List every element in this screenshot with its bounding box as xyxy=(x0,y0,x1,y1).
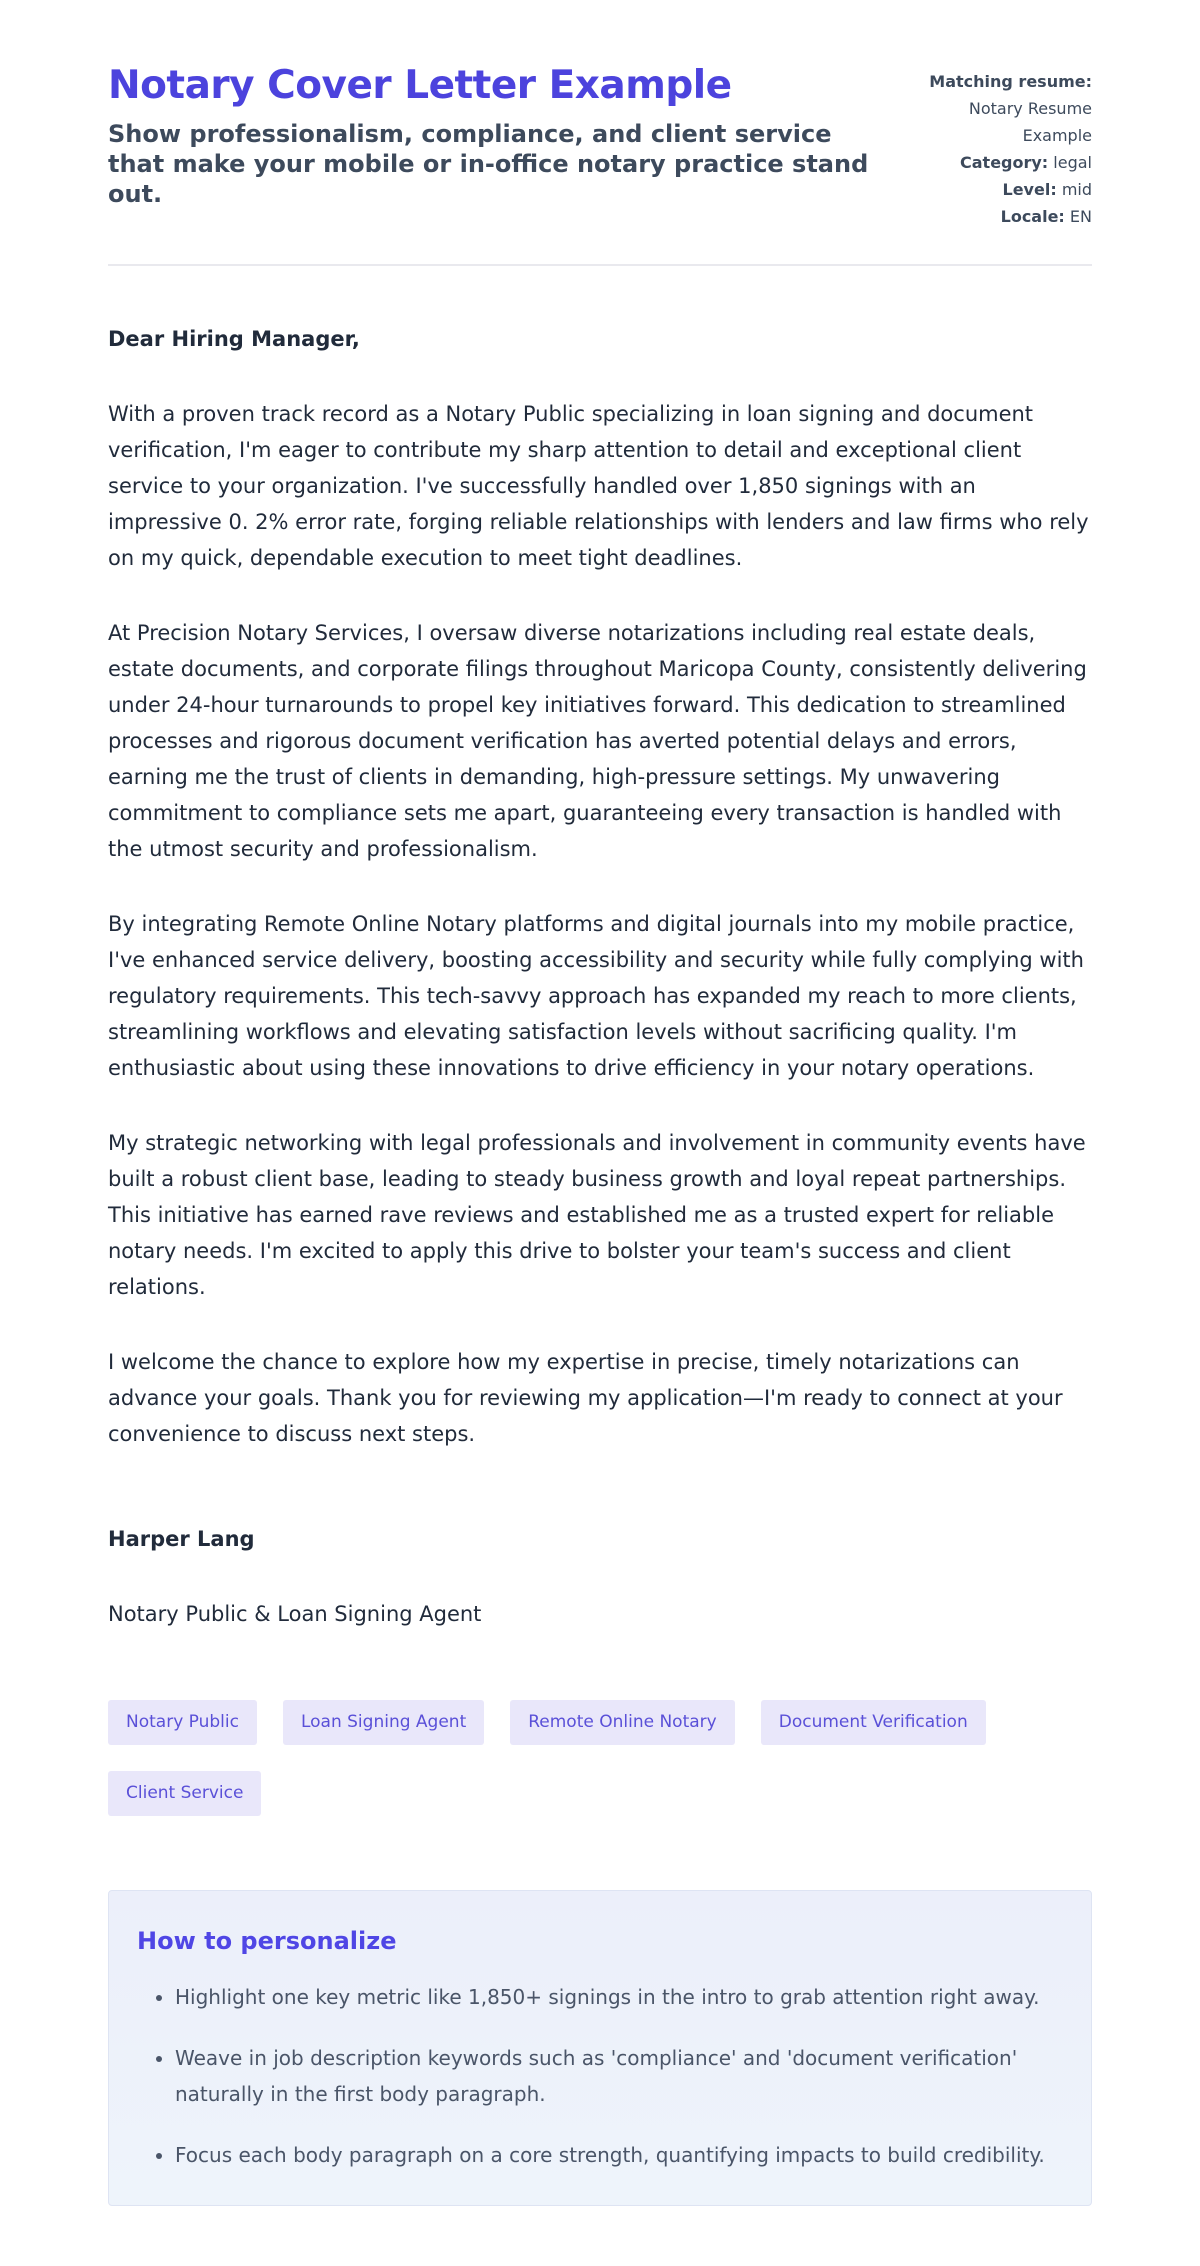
personalize-bullet-list xyxy=(137,1979,1061,2173)
meta-level xyxy=(902,176,1092,203)
page-header xyxy=(108,64,1092,230)
meta-level-label: Level: xyxy=(1002,180,1057,199)
meta-category-label: Category: xyxy=(960,153,1049,172)
letter-paragraph: My strategic networking with legal professionals and involvement in community events have built a robust client base, leading to steady business growth and loyal repeat partnerships. This initiative has earned rave reviews and established me as a trusted expert for reliable notary needs. I'm excited to apply this drive to bolster your team's success and client relations. xyxy=(108,1131,1086,1299)
letter-paragraph: I welcome the chance to explore how my expertise in precise, timely notarizations can advance your goals. Thank you for reviewing my application—I'm ready to connect at your convenience to discuss next steps. xyxy=(108,1350,1063,1446)
letter-signature xyxy=(108,1521,1092,1632)
meta-category-value: legal xyxy=(1053,153,1092,172)
meta-matching-resume-value: Notary Resume Example xyxy=(968,99,1092,145)
meta-matching-resume-label: Matching resume: xyxy=(929,72,1092,91)
signature-role: Notary Public & Loan Signing Agent xyxy=(108,1602,482,1626)
meta-category xyxy=(902,149,1092,176)
personalize-bullet: • Focus each body paragraph on a core strength, quantifying impacts to build credibility. xyxy=(175,2137,1061,2173)
letter-greeting: Dear Hiring Manager, xyxy=(108,327,360,351)
tag-remote-online-notary: Remote Online Notary xyxy=(510,1700,735,1745)
tag-notary-public: Notary Public xyxy=(108,1700,257,1745)
letter-body xyxy=(108,321,1092,1632)
personalize-bullet: • Weave in job description keywords such as 'compliance' and 'document verification' naturally in the first body paragraph. xyxy=(175,2040,1061,2112)
meta-level-value: mid xyxy=(1061,180,1092,199)
letter-paragraph: At Precision Notary Services, I oversaw diverse notarizations including real estate deals, estate documents, and corporate filings throughout Maricopa County, consistently delivering under 24-hour turnarounds to propel key initiatives forward. This dedication to streamlined processes and rigorous document verification has averted potential delays and errors, earning me the trust of clients in demanding, high-pressure settings. My unwavering commitment to compliance sets me apart, guaranteeing every transaction is handled with the utmost security and professionalism. xyxy=(108,621,1087,861)
header-divider xyxy=(108,264,1092,266)
page-title: Notary Cover Letter Example xyxy=(108,63,732,108)
header-title-block xyxy=(108,64,902,209)
meta-matching-resume xyxy=(902,68,1092,149)
meta-locale-value: EN xyxy=(1069,207,1092,226)
signature-name: Harper Lang xyxy=(108,1527,255,1551)
tag-document-verification: Document Verification xyxy=(761,1700,986,1745)
tag-loan-signing-agent: Loan Signing Agent xyxy=(283,1700,484,1745)
letter-paragraph: By integrating Remote Online Notary platforms and digital journals into my mobile practice, I've enhanced service delivery, boosting accessibility and security while fully complying with regulatory requirements. This tech-savvy approach has expanded my reach to more clients, streamlining workflows and elevating satisfaction levels without sacrificing quality. I'm enthusiastic about using these innovations to drive efficiency in your notary operations. xyxy=(108,912,1084,1080)
letter-paragraph: With a proven track record as a Notary Public specializing in loan signing and document verification, I'm eager to contribute my sharp attention to detail and exceptional client service to your organization. I've successfully handled over 1,850 signings with an impressive 0. 2% error rate, forging reliable relationships with lenders and law firms who rely on my quick, dependable execution to meet tight deadlines. xyxy=(108,402,1089,570)
personalize-tips-box xyxy=(108,1890,1092,2206)
resume-meta-block xyxy=(902,64,1092,230)
skill-tags xyxy=(108,1700,1092,1816)
meta-locale-label: Locale: xyxy=(1000,207,1065,226)
tag-client-service: Client Service xyxy=(108,1771,261,1816)
personalize-bullet: • Highlight one key metric like 1,850+ signings in the intro to grab attention right away. xyxy=(175,1979,1061,2015)
personalize-heading: How to personalize xyxy=(137,1927,397,1955)
page-subtitle: Show professionalism, compliance, and client service that make your mobile or in-office notary practice stand out. xyxy=(108,119,869,208)
meta-locale xyxy=(902,203,1092,230)
